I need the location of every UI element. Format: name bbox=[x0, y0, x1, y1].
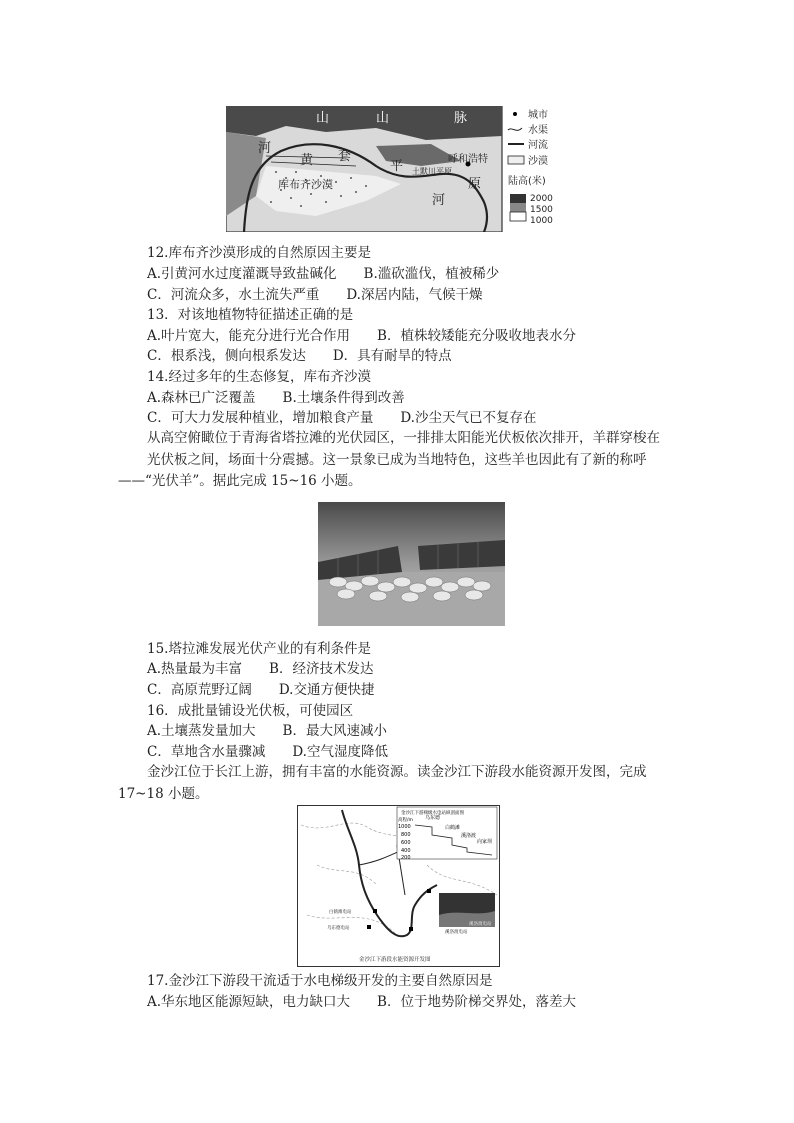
profile-ylabel: 高程/m bbox=[398, 818, 413, 823]
profile-inset bbox=[397, 807, 497, 861]
label-baihetan: 白鹤滩电站 bbox=[329, 910, 352, 915]
q13-options-row1: A.叶片宽大，能充分进行光合作用 B．植株较矮能充分吸收地表水分 bbox=[147, 328, 576, 344]
legend-canal-symbol bbox=[508, 128, 522, 130]
legend-1000: 1000 bbox=[530, 216, 553, 226]
intro-15-16-line1: 从高空俯瞰位于青海省塔拉滩的光伏园区，一排排太阳能光伏板依次排开，羊群穿梭在 bbox=[147, 430, 660, 446]
profile-tick-200: 200 bbox=[401, 855, 411, 861]
legend-canal: 水渠 bbox=[528, 125, 548, 136]
photo-label: 溪洛渡电站 bbox=[469, 922, 492, 927]
photovoltaic-sheep-photo bbox=[318, 502, 505, 626]
q13-options-row2: C．根系浅，侧向根系发达 D．具有耐旱的特点 bbox=[147, 348, 452, 364]
map-legend bbox=[508, 108, 553, 226]
q16-stem: 16．成批量铺设光伏板，可使园区 bbox=[147, 703, 354, 719]
label-tao: 套 bbox=[338, 149, 352, 164]
profile-tick-400: 400 bbox=[401, 848, 411, 854]
label-xiluodu: 溪洛渡电站 bbox=[445, 930, 468, 935]
label-wudongde: 乌东德电站 bbox=[327, 926, 350, 931]
label-kubuqi: 库布齐沙漠 bbox=[278, 178, 333, 191]
label-tumochuan: 土默川平原 bbox=[412, 167, 452, 176]
q12-options-row2: C．河流众多，水土流失严重 D.深居内陆，气候干燥 bbox=[147, 287, 483, 303]
label-yuan: 原 bbox=[468, 177, 482, 192]
profile-title: 金沙江下游梯级水电站纵剖面图 bbox=[401, 811, 464, 816]
intro-17-18-line2: 17~18 小题。 bbox=[118, 786, 209, 802]
legend-2000: 2000 bbox=[530, 194, 553, 204]
q12-stem: 12.库布齐沙漠形成的自然原因主要是 bbox=[147, 245, 371, 261]
profile-tick-800: 800 bbox=[401, 832, 411, 838]
q15-options-row1: A.热量最为丰富 B．经济技术发达 bbox=[147, 661, 374, 677]
map2-caption: 金沙江下游段水能资源开发图 bbox=[359, 957, 431, 963]
legend-elev-title: 陆高(米) bbox=[508, 176, 546, 187]
hetao-map bbox=[226, 106, 560, 232]
q15-options-row2: C．高原荒野辽阔 D.交通方便快捷 bbox=[147, 682, 375, 698]
label-huang: 黄 bbox=[300, 153, 314, 168]
intro-17-18-line1: 金沙江位于长江上游，拥有丰富的水能资源。读金沙江下游段水能资源开发图，完成 bbox=[147, 764, 647, 780]
q17-stem: 17.金沙江下游段干流适于水电梯级开发的主要自然原因是 bbox=[147, 973, 493, 989]
legend-1500: 1500 bbox=[530, 205, 553, 215]
q15-stem: 15.塔拉滩发展光伏产业的有利条件是 bbox=[147, 641, 371, 657]
legend-river: 河流 bbox=[528, 140, 548, 151]
station-baihetan: 白鹤滩 bbox=[445, 825, 461, 831]
legend-elev-low bbox=[510, 212, 526, 221]
legend-desert: 沙漠 bbox=[528, 156, 548, 167]
legend-elev-mid bbox=[510, 203, 526, 212]
q14-options-row2: C．可大力发展种植业，增加粮食产量 D.沙尘天气已不复存在 bbox=[147, 410, 537, 426]
legend-elev-high bbox=[510, 194, 526, 203]
label-mai: 脉 bbox=[454, 111, 468, 126]
intro-15-16-line2: 光伏板之间，场面十分震撼。这一景象已成为当地特色，这些羊也因此有了新的称呼 bbox=[147, 452, 647, 468]
q12-options-row1: A.引黄河水过度灌溉导致盐碱化 B.滥砍滥伐，植被稀少 bbox=[147, 266, 500, 282]
label-he-2: 河 bbox=[432, 193, 446, 208]
station-xiluodu: 溪洛渡 bbox=[461, 833, 477, 839]
legend-city: 城市 bbox=[528, 110, 548, 121]
q14-stem: 14.经过多年的生态修复，库布齐沙漠 bbox=[147, 369, 371, 385]
station-wudongde: 乌东德 bbox=[425, 815, 441, 821]
label-shan-1: 山 bbox=[316, 111, 330, 126]
profile-tick-600: 600 bbox=[401, 840, 411, 846]
label-ping: 平 bbox=[390, 159, 404, 174]
q16-options-row1: A.土壤蒸发量加大 B．最大风速减小 bbox=[147, 723, 387, 739]
jinsha-river-map bbox=[297, 805, 500, 967]
q13-stem: 13．对该地植物特征描述正确的是 bbox=[147, 307, 354, 323]
label-shan-2: 山 bbox=[376, 111, 390, 126]
label-hohhot: 呼和浩特 bbox=[448, 154, 488, 165]
intro-15-16-line3: ——“光伏羊”。据此完成 15~16 小题。 bbox=[118, 473, 362, 489]
profile-tick-1000: 1000 bbox=[398, 824, 411, 830]
legend-city-symbol bbox=[513, 112, 517, 116]
q16-options-row2: C．草地含水量骤减 D.空气湿度降低 bbox=[147, 744, 388, 760]
label-he-1: 河 bbox=[258, 141, 272, 156]
q17-options-row1: A.华东地区能源短缺，电力缺口大 B．位于地势阶梯交界处，落差大 bbox=[147, 994, 576, 1010]
q14-options-row1: A.森林已广泛覆盖 B.土壤条件得到改善 bbox=[147, 390, 405, 406]
legend-desert-symbol bbox=[508, 156, 524, 164]
station-xiangjiaba: 向家坝 bbox=[477, 839, 493, 845]
